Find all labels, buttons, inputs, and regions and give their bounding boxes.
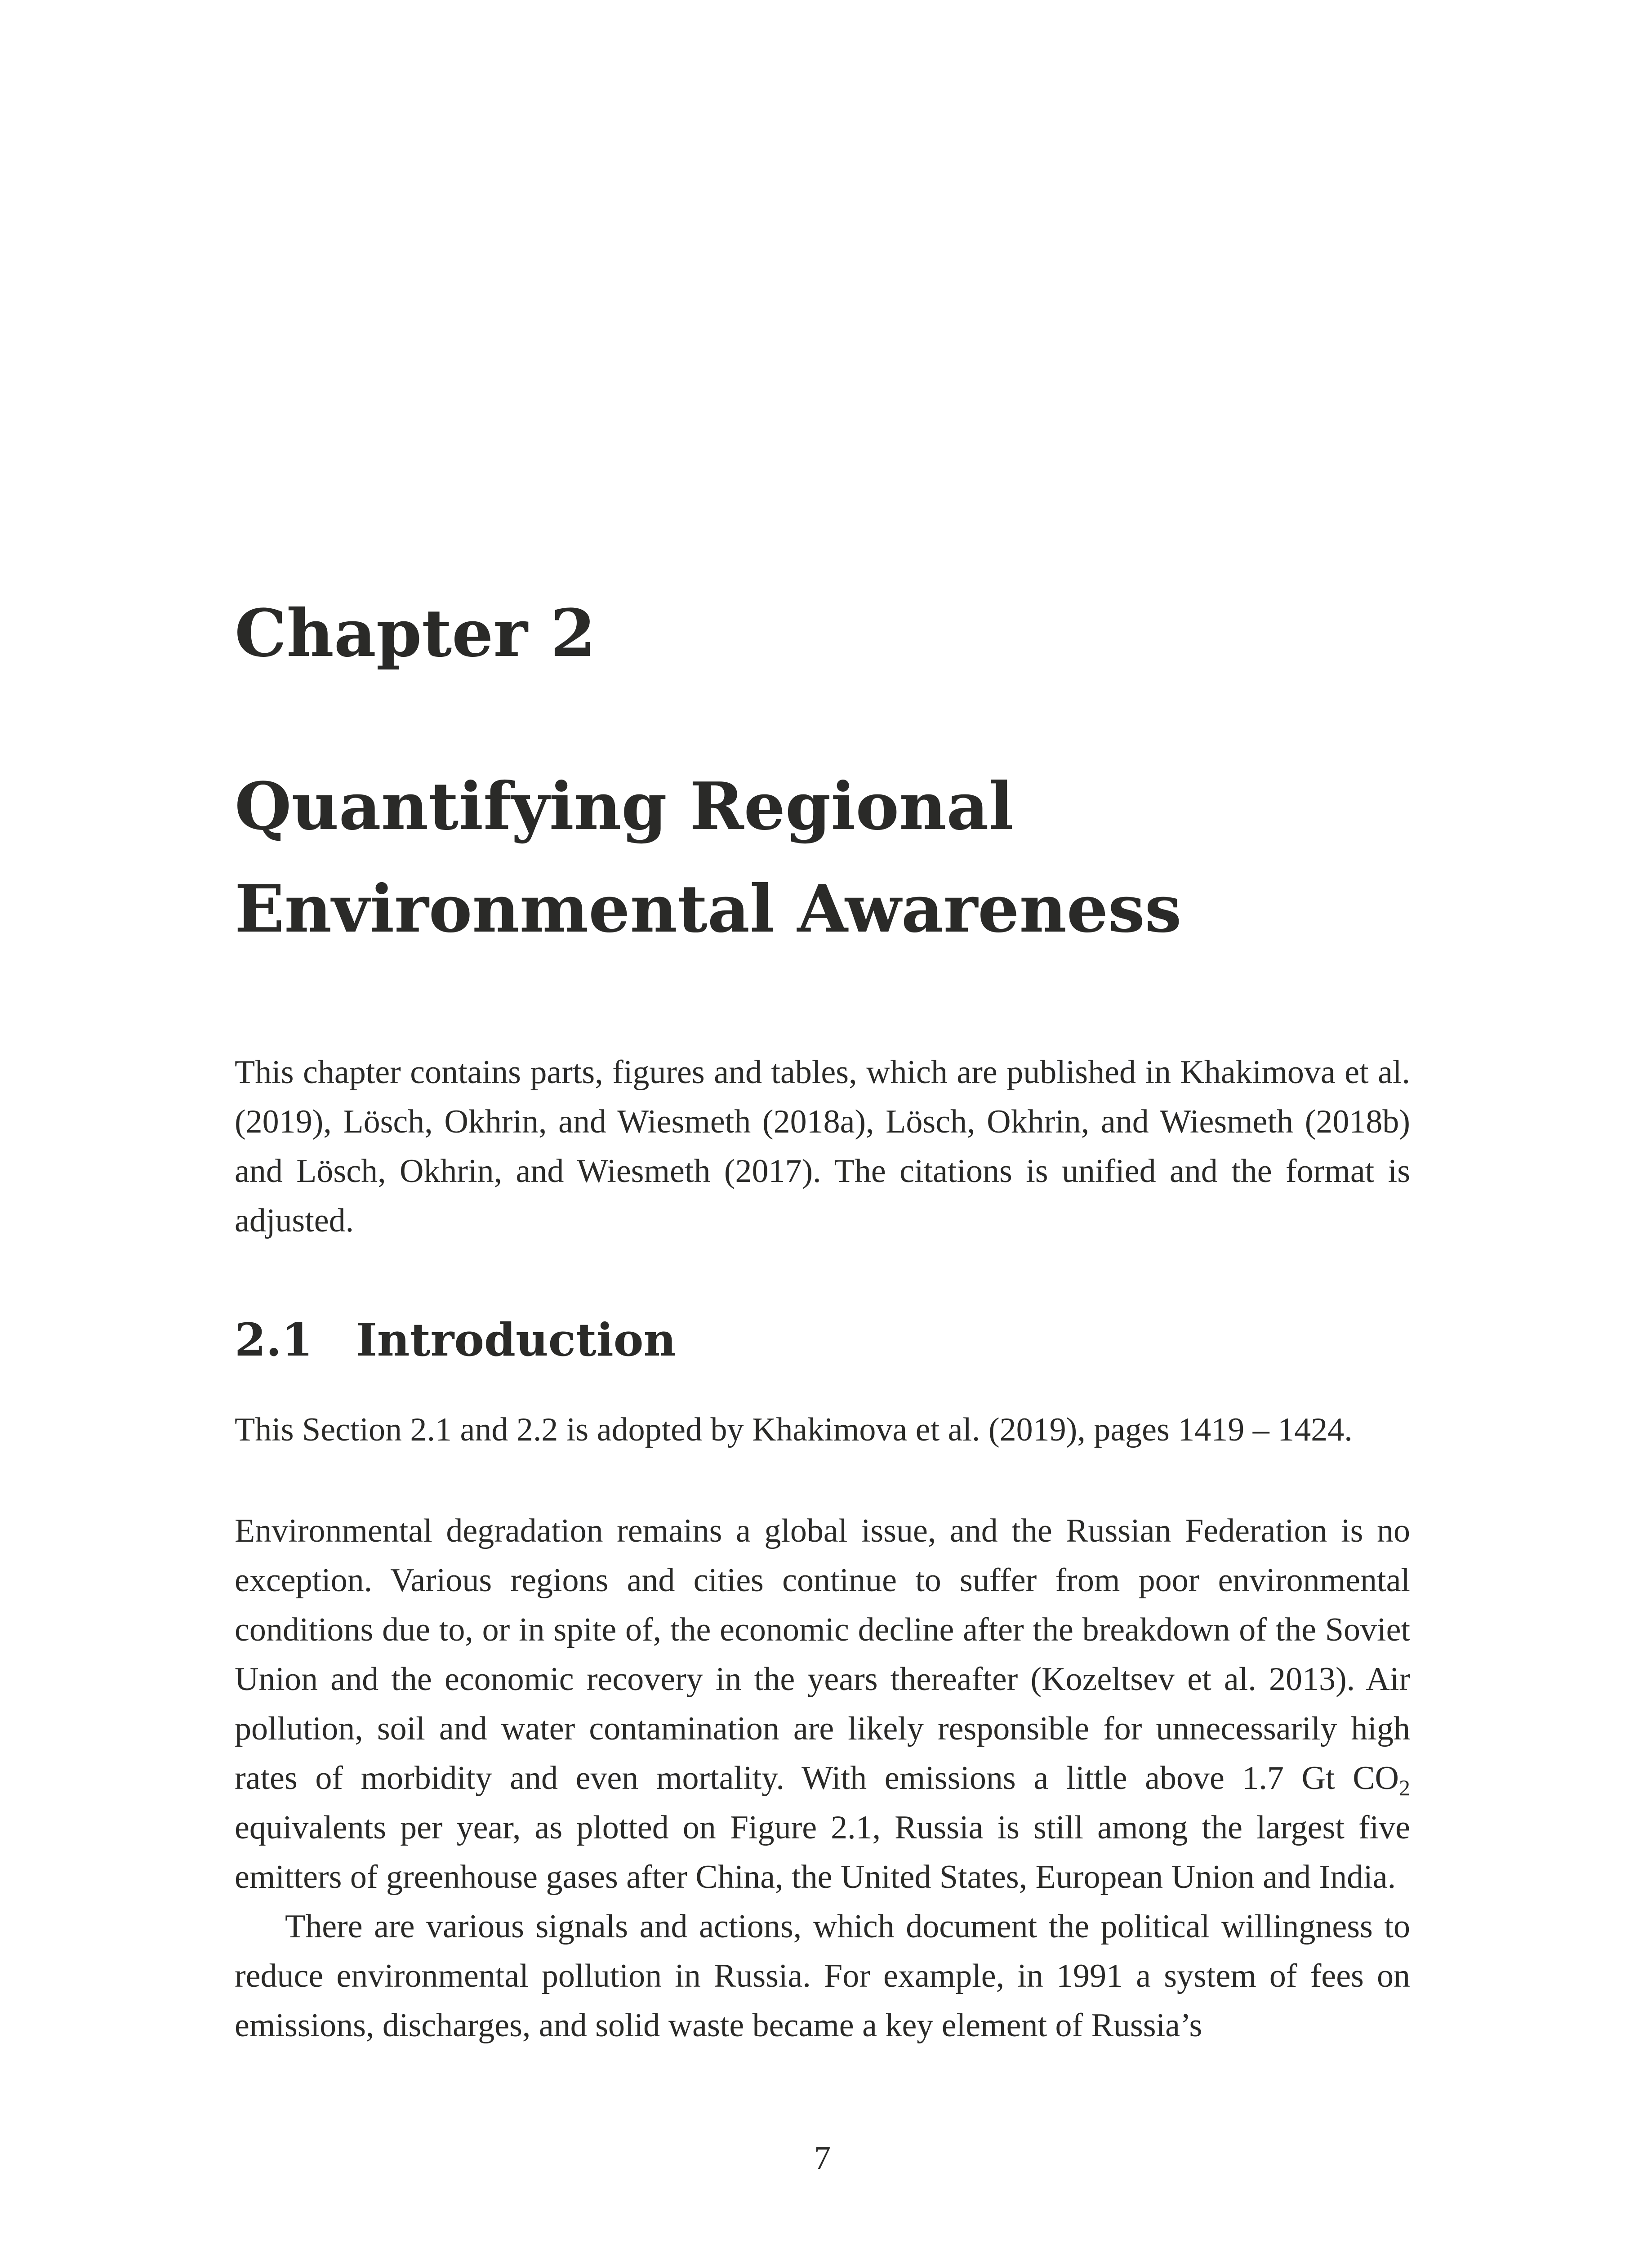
page <box>235 0 1410 2248</box>
paragraph-1 <box>235 1506 1410 1902</box>
chapter-title-line-2: Environmental Awareness <box>235 871 1182 947</box>
co2-subscript: 2 <box>1399 1775 1410 1800</box>
chapter-note: This chapter contains parts, figures and tables, which are published in Khakimova et al. (2019), Lösch, Okhrin, and Wiesmeth (2018a), Lösch, Okhrin, and Wiesmeth (2018b) and Lösch, Okhrin, and Wiesmeth (2017). The citations is unified and the format is adjusted. <box>235 1054 1410 1239</box>
paragraph-2: There are various signals and actions, which document the political willingness to reduce environmental pollution in Russia. For example, in 1991 a system of fees on emissions, discharges, and solid waste became a key element of Russia’s <box>235 1908 1410 2044</box>
section-number: 2.1 <box>235 1313 313 1366</box>
paragraph-1-text-after: equivalents per year, as plotted on Figure 2.1, Russia is still among the largest five emitters of greenhouse gases after China, the United States, European Union and India. <box>235 1809 1410 1896</box>
paragraph-1-text-before: Environmental degradation remains a global issue, and the Russian Federation is no exception. Various regions and cities continue to suffer from poor environmental conditions due to, or in spite of, the economic decline after the breakdown of the Soviet Union and the economic recovery in the years thereafter (Kozeltsev et al. 2013). Air pollution, soil and water contamination are likely responsible for unnecessarily high rates of morbidity and even mortality. With emissions a little above 1.7 Gt CO <box>235 1512 1410 1797</box>
section-title: Introduction <box>356 1313 677 1366</box>
chapter-title <box>235 755 1410 960</box>
adopted-note: This Section 2.1 and 2.2 is adopted by Khakimova et al. (2019), pages 1419 – 1424. <box>235 1411 1353 1448</box>
section-heading <box>235 1313 676 1367</box>
chapter-label: Chapter 2 <box>235 595 596 672</box>
body-text <box>235 1506 1410 2050</box>
chapter-title-line-1: Quantifying Regional <box>235 768 1014 845</box>
page-number: 7 <box>814 2140 831 2177</box>
